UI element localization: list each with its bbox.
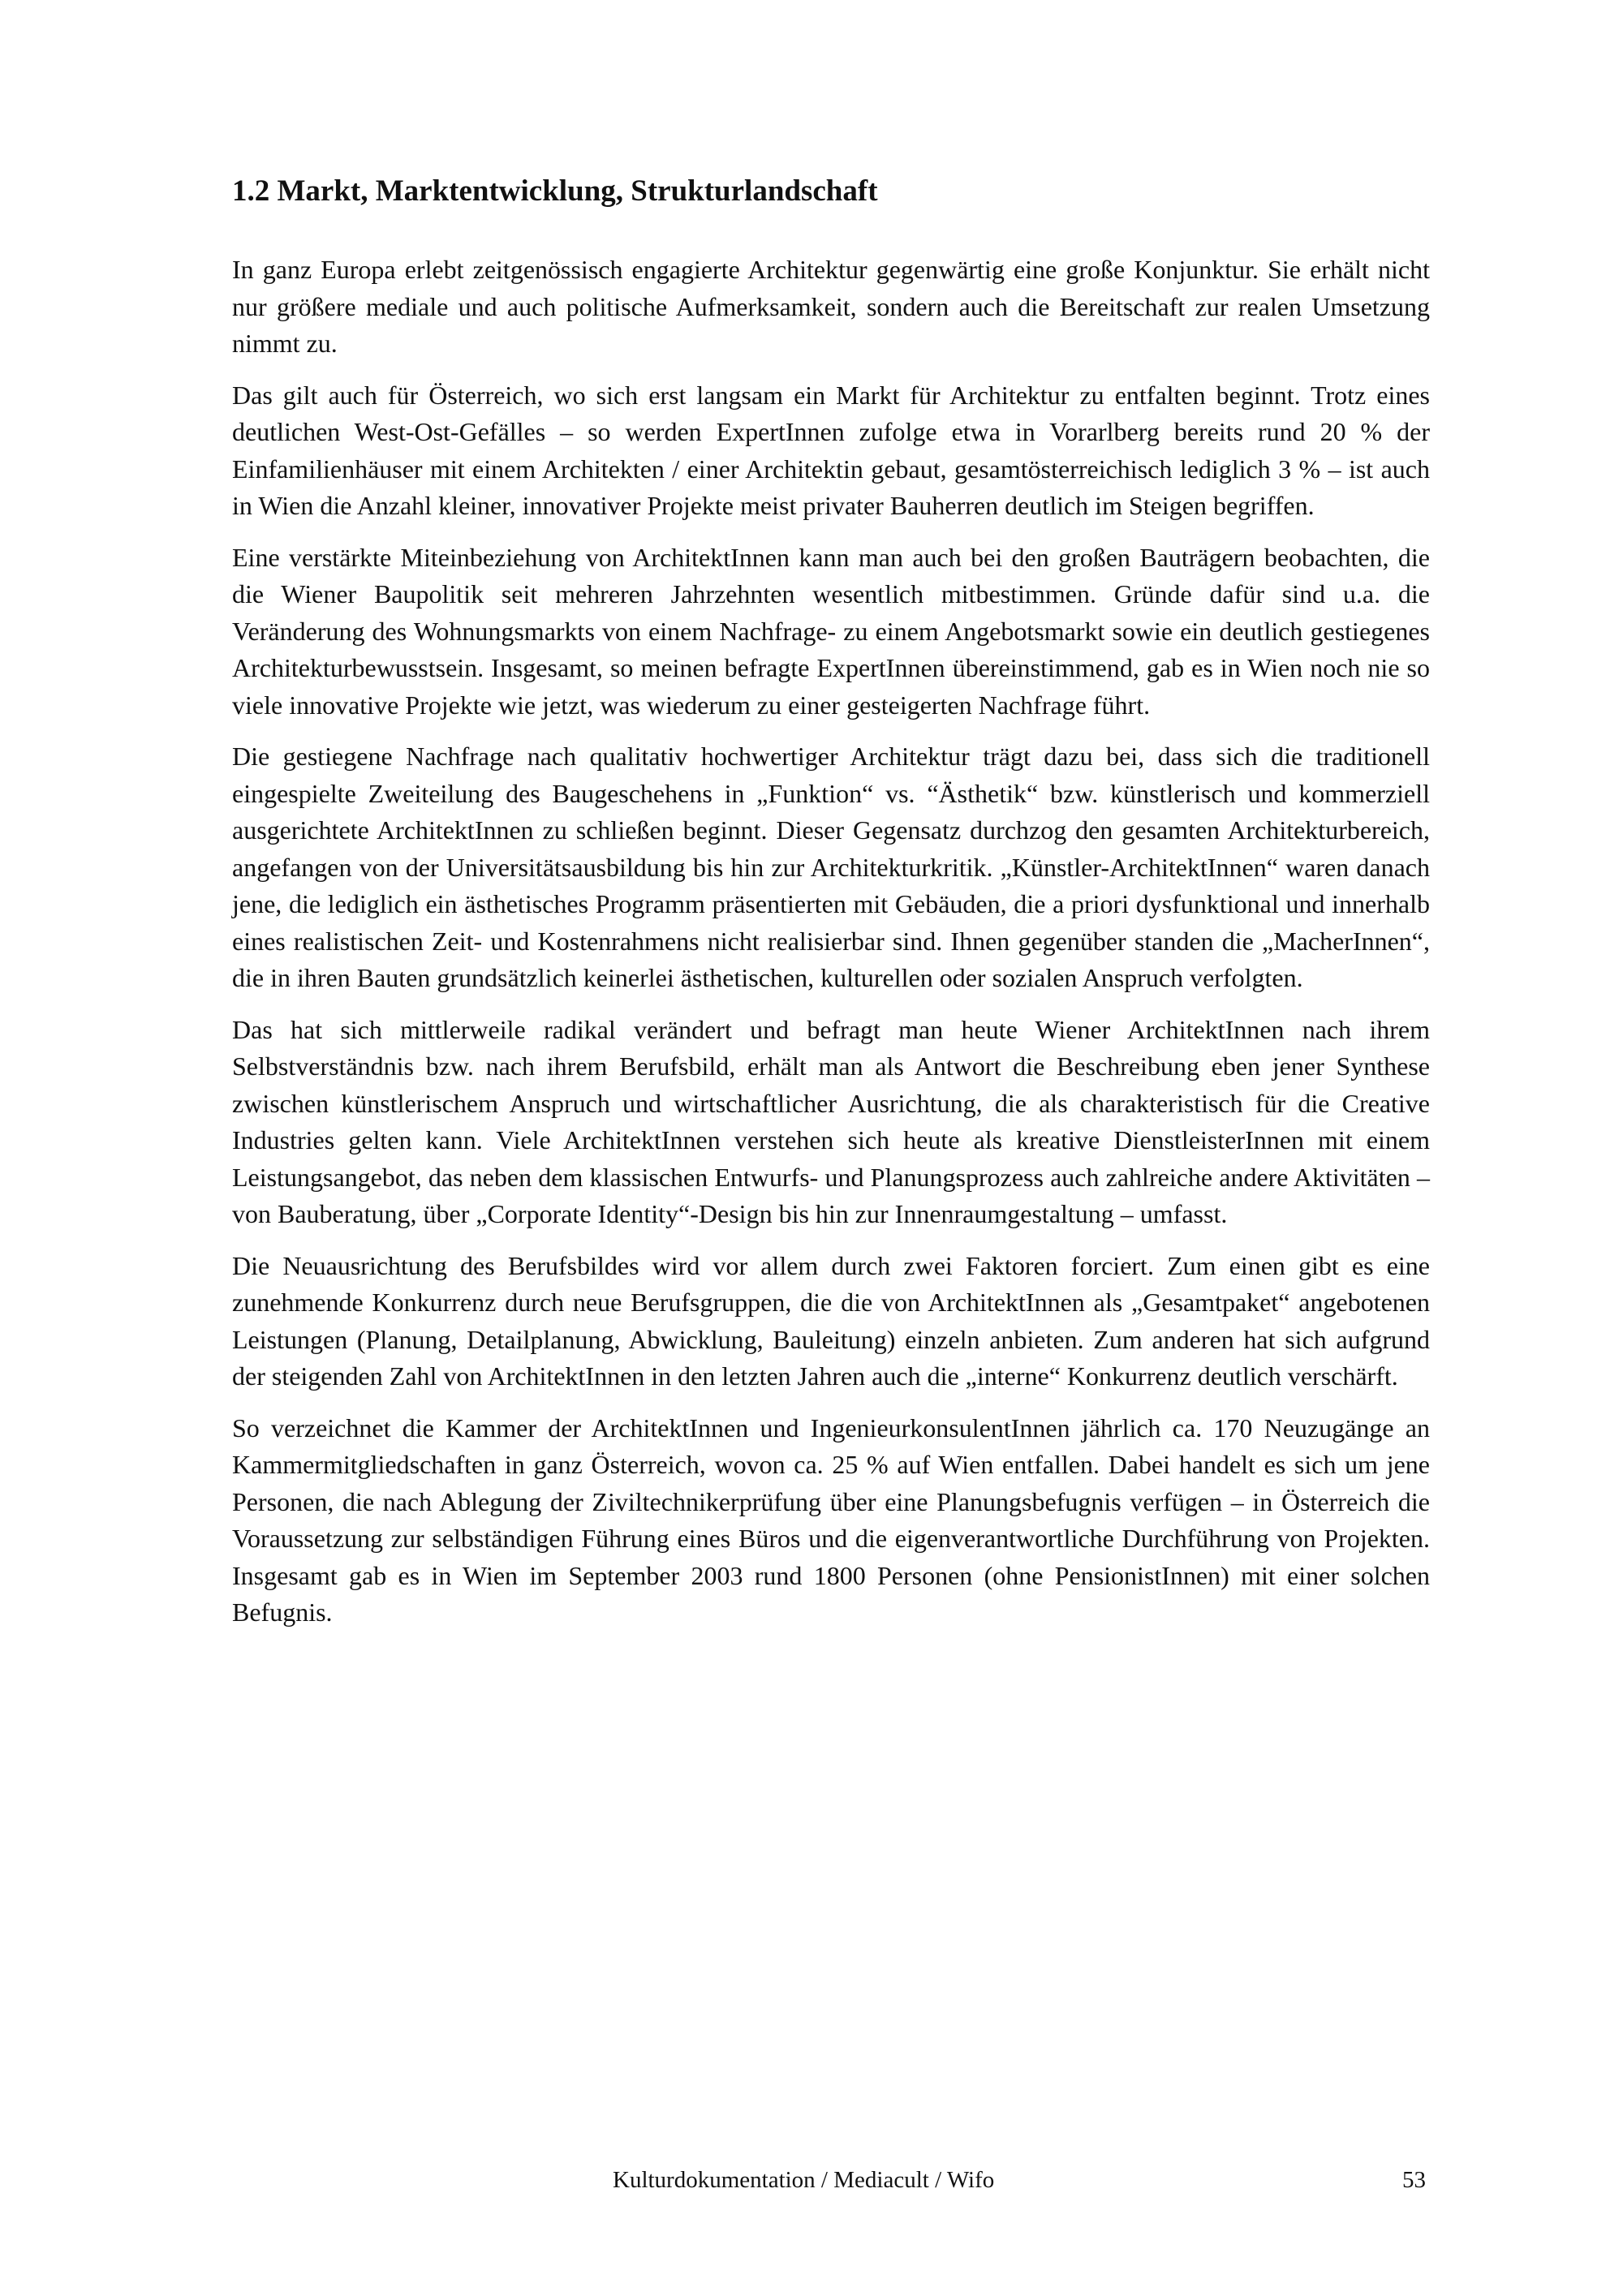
paragraph-4: Die gestiegene Nachfrage nach qualitativ hochwertiger Architektur trägt dazu bei, dass sich die traditionell eingespielte Zweiteilung des Baugeschehens in „Funktion“ vs. “Ästhetik“ bzw. künstlerisch und kommerziell ausgerichtete ArchitektInnen zu schließen beginnt. Dieser Gegensatz durchzog den gesamten Architekturbereich, angefangen von der Universitätsausbildung bis hin zur Architekturkritik. „Künstler-ArchitektInnen“ waren danach jene, die lediglich ein ästhetisches Programm präsentierten mit Gebäuden, die a priori dysfunktional und innerhalb eines realistischen Zeit- und Kostenrahmens nicht realisierbar sind. Ihnen gegenüber standen die „MacherInnen“, die in ihren Bauten grundsätzlich keinerlei ästhetischen, kulturellen oder sozialen Anspruch verfolgten. — [232, 742, 1430, 992]
paragraph-2: Das gilt auch für Österreich, wo sich erst langsam ein Markt für Architektur zu entfalten beginnt. Trotz eines deutlichen West-Ost-Gefälles – so werden ExpertInnen zufolge etwa in Vorarlberg bereits rund 20 % der Einfamilienhäuser mit einem Architekten / einer Architektin gebaut, gesamtösterreichisch lediglich 3 % – ist auch in Wien die Anzahl kleiner, innovativer Projekte meist privater Bauherren deutlich im Steigen begriffen. — [232, 380, 1430, 520]
page-number: 53 — [1402, 2167, 1426, 2193]
paragraph-6: Die Neuausrichtung des Berufsbildes wird vor allem durch zwei Faktoren forciert. Zum einen gibt es eine zunehmende Konkurrenz durch neue Berufsgruppen, die die von ArchitektInnen als „Gesamtpaket“ angebotenen Leistungen (Planung, Detailplanung, Abwicklung, Bauleitung) einzeln anbieten. Zum anderen hat sich aufgrund der steigenden Zahl von ArchitektInnen in den letzten Jahren auch die „interne“ Konkurrenz deutlich verschärft. — [232, 1250, 1430, 1391]
section-heading: 1.2 Markt, Marktentwicklung, Strukturlandschaft — [232, 174, 878, 208]
paragraph-5: Das hat sich mittlerweile radikal verändert und befragt man heute Wiener ArchitektInnen nach ihrem Selbstverständnis bzw. nach ihrem Berufsbild, erhält man als Antwort die Beschreibung eben jener Synthese zwischen künstlerischem Anspruch und wirtschaftlicher Ausrichtung, die als charakteristisch für die Creative Industries gelten kann. Viele ArchitektInnen verstehen sich heute als kreative DienstleisterInnen mit einem Leistungsangebot, das neben dem klassischen Entwurfs- und Planungsprozess auch zahlreiche andere Aktivitäten – von Bauberatung, über „Corporate Identity“-Design bis hin zur Innenraumgestaltung – umfasst. — [232, 1014, 1430, 1228]
page-content — [232, 174, 1430, 1646]
paragraph-7: So verzeichnet die Kammer der ArchitektInnen und IngenieurkonsulentInnen jährlich ca. 170 Neuzugänge an Kammermitgliedschaften in ganz Österreich, wovon ca. 25 % auf Wien entfallen. Dabei handelt es sich um jene Personen, die nach Ablegung der Ziviltechnikerprüfung über eine Planungsbefugnis verfügen – in Österreich die Voraussetzung zur selbständigen Führung eines Büros und die eigenverantwortliche Durchführung von Projekten. Insgesamt gab es in Wien im September 2003 rund 1800 Personen (ohne PensionistInnen) mit einer solchen Befugnis. — [232, 1412, 1430, 1627]
paragraph-3: Eine verstärkte Miteinbeziehung von ArchitektInnen kann man auch bei den großen Bauträgern beobachten, die die Wiener Baupolitik seit mehreren Jahrzehnten wesentlich mitbestimmen. Gründe dafür sind u.a. die Veränderung des Wohnungsmarkts von einem Nachfrage- zu einem Angebotsmarkt sowie ein deutlich gestiegenes Architekturbewusstsein. Insgesamt, so meinen befragte ExpertInnen übereinstimmend, gab es in Wien noch nie so viele innovative Projekte wie jetzt, was wiederum zu einer gesteigerten Nachfrage führt. — [232, 542, 1430, 720]
paragraph-1: In ganz Europa erlebt zeitgenössisch engagierte Architektur gegenwärtig eine große Konjunktur. Sie erhält nicht nur größere mediale und auch politische Aufmerksamkeit, sondern auch die Bereitschaft zur realen Umsetzung nimmt zu. — [232, 255, 1430, 358]
footer-source: Kulturdokumentation / Mediacult / Wifo — [613, 2167, 995, 2193]
